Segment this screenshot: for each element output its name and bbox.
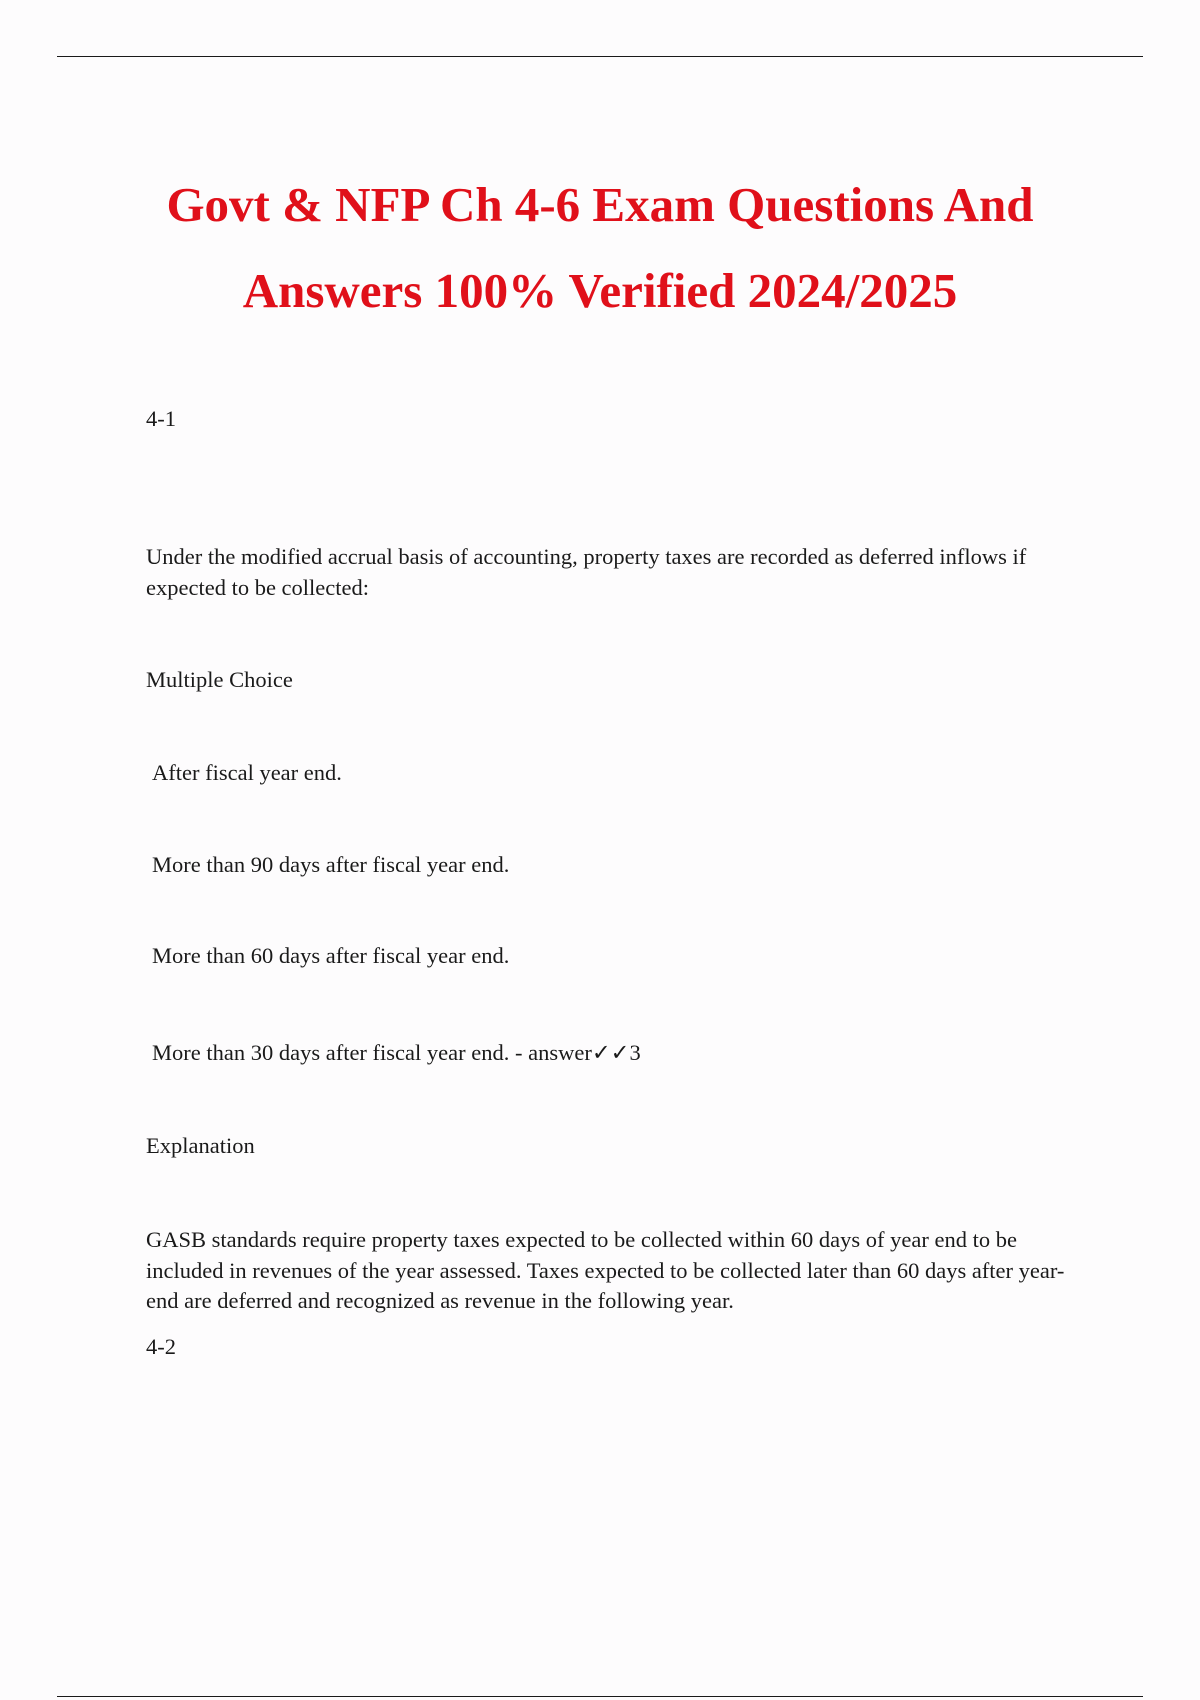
answer-option-correct: More than 30 days after fiscal year end. - answer✓✓3: [152, 1040, 641, 1065]
answer-option: After fiscal year end.: [152, 760, 342, 785]
explanation-text: GASB standards require property taxes expected to be collected within 60 days of year end to be included in revenues of the year assessed. Taxes expected to be collected later than 60 days after year-end are deferred and recognized as revenue in the following year.: [146, 1227, 1065, 1313]
bottom-divider: [57, 1696, 1143, 1697]
question-type: Multiple Choice: [146, 667, 293, 692]
question-number: 4-1: [146, 406, 176, 431]
explanation-label: Explanation: [146, 1133, 255, 1158]
title-line-1: Govt & NFP Ch 4-6 Exam Questions And: [166, 177, 1034, 232]
question-number: 4-2: [146, 1334, 176, 1359]
answer-option: More than 90 days after fiscal year end.: [152, 852, 510, 877]
title-line-2: Answers 100% Verified 2024/2025: [242, 263, 958, 318]
answer-option: More than 60 days after fiscal year end.: [152, 943, 510, 968]
question-text: Under the modified accrual basis of accounting, property taxes are recorded as deferred inflows if expected to be collected:: [146, 544, 1027, 600]
document-title: [57, 162, 1143, 334]
top-divider: [57, 56, 1143, 57]
